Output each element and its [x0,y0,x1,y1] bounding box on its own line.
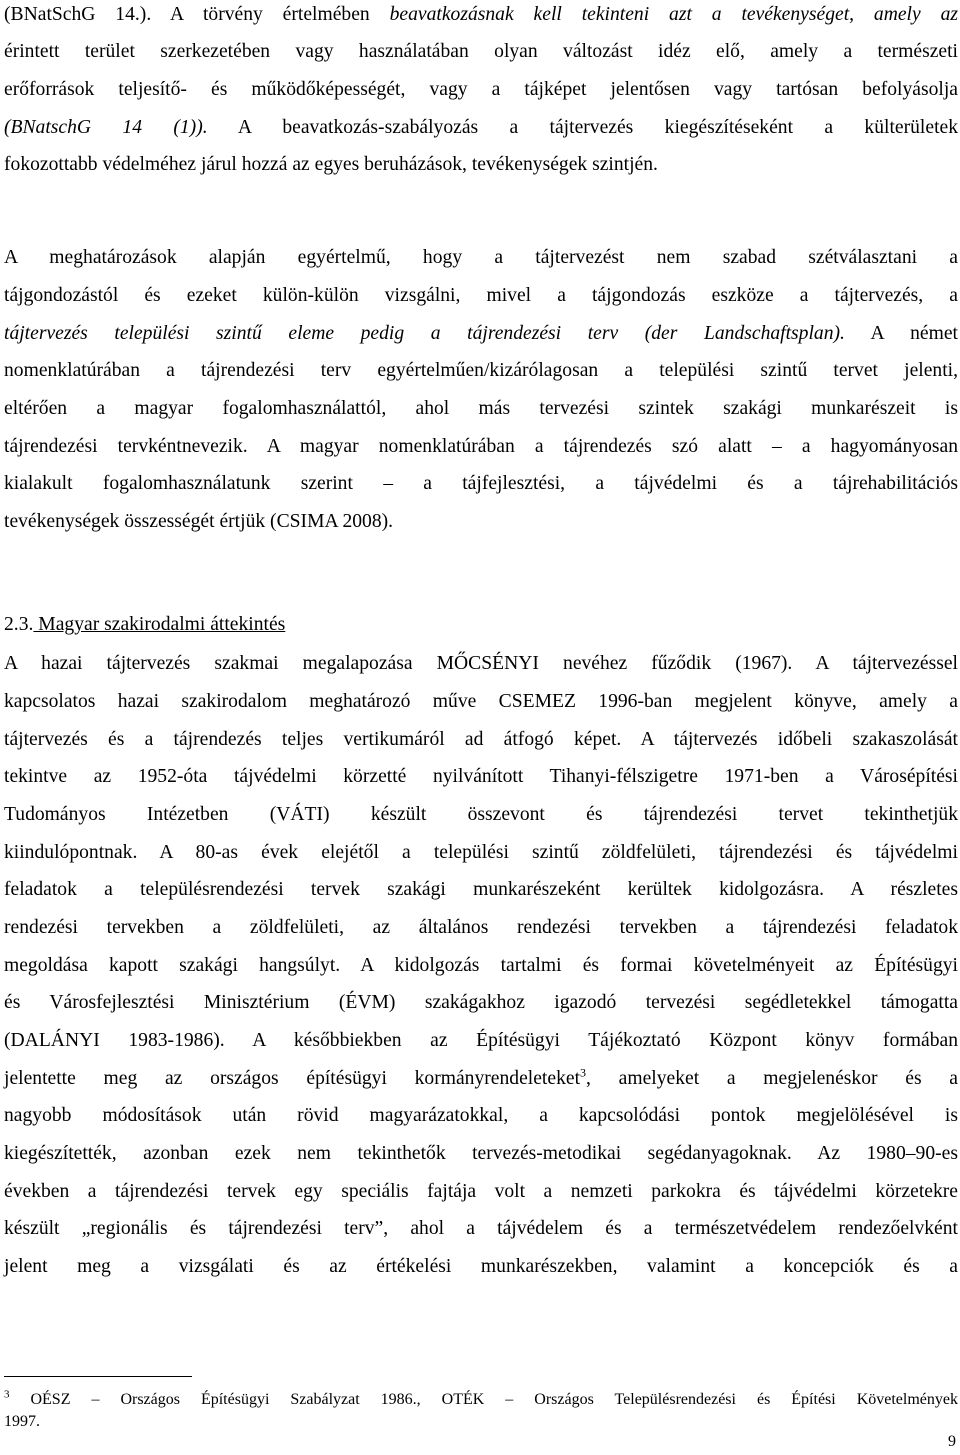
footnote-mark: 3 [4,1388,10,1401]
paragraph-2-line-1: A meghatározások alapján egyértelmű, hogy a tájtervezést nem szabad szétválasztani a [4,247,958,268]
text-run: jelentette meg az országos építésügyi kormányrendeleteket [4,1068,581,1089]
paragraph-3-line-1: A hazai tájtervezés szakmai megalapozása MŐCSÉNYI nevéhez fűződik (1967). A tájtervezéssel [4,653,958,674]
paragraph-3-line-8: rendezési tervekben a zöldfelületi, az általános rendezési tervekben a tájrendezési feladatok [4,917,958,938]
paragraph-3-line-5: Tudományos Intézetben (VÁTI) készült összevont és tájrendezési tervet tekinthetjük [4,804,958,825]
text-run: A német [844,323,958,344]
text-run: , amelyeket a megjelenéskor és a [586,1068,958,1089]
paragraph-3-line-14: kiegészítették, azonban ezek nem tekinthetők tervezés-metodikai segédanyagoknak. Az 1980–90-es [4,1143,958,1164]
text-run: (BNatSchG 14.). A törvény értelmében [4,4,390,25]
paragraph-2-line-2: tájgondozástól és ezeket külön-külön vizsgálni, mivel a tájgondozás eszköze a tájtervezés, a [4,285,958,306]
paragraph-3-line-16: készült „regionális és tájrendezési terv”, ahol a tájvédelem és a természetvédelem rendezőelvként [4,1218,958,1239]
footnote-divider [4,1376,192,1377]
paragraph-3-line-4: tekintve az 1952-óta tájvédelmi körzetté nyilvánított Tihanyi-félszigetre 1971-ben a Városépítési [4,766,958,787]
footnote-text: OÉSZ – Országos Építésügyi Szabályzat 1986., OTÉK – Országos Településrendezési és Építési Követelmények [9,1391,958,1408]
page-number: 9 [948,1433,956,1450]
paragraph-1-line-1 [4,0,958,30]
paragraph-2-line-3 [4,319,958,349]
paragraph-3-line-17: jelent meg a vizsgálati és az értékelési munkarészekben, valamint a koncepciók és a [4,1256,958,1277]
paragraph-3-line-11: (DALÁNYI 1983-1986). A későbbiekben az Építésügyi Tájékoztató Központ könyv formában [4,1030,958,1051]
italic-text: tájtervezés települési szintű eleme pedig a tájrendezési terv (der Landschaftsplan). [4,323,845,344]
paragraph-3-line-12 [4,1064,958,1094]
paragraph-2-line-5: eltérően a magyar fogalomhasználattól, ahol más tervezési szintek szakági munkarészeit is [4,398,958,419]
paragraph-1-line-2: érintett terület szerkezetében vagy használatában olyan változást idéz elő, amely a természeti [4,41,958,62]
paragraph-3-line-7: feladatok a településrendezési tervek szakági munkarészeként kerültek kidolgozásra. A részletes [4,879,958,900]
paragraph-3-line-3: tájtervezés és a tájrendezés teljes vertikumáról ad átfogó képet. A tájtervezés időbeli szakaszolását [4,729,958,750]
paragraph-3-line-9: megoldása kapott szakági hangsúlyt. A kidolgozás tartalmi és formai követelményeit az Építésügyi [4,955,958,976]
paragraph-2-line-8: tevékenységek összességét értjük (CSIMA 2008). [4,511,394,532]
citation-text: (BNatschG 14 (1)). [4,117,208,138]
paragraph-3-line-13: nagyobb módosítások után rövid magyarázatokkal, a kapcsolódási pontok megjelölésével is [4,1105,958,1126]
paragraph-3-line-2: kapcsolatos hazai szakirodalom meghatározó műve CSEMEZ 1996-ban megjelent könyve, amely a [4,691,958,712]
paragraph-1-line-3: erőforrások teljesítő- és működőképességét, vagy a tájképet jelentősen vagy tartósan befolyásolja [4,79,958,100]
footnote-line-1 [4,1390,958,1410]
paragraph-3-line-15: években a tájrendezési tervek egy speciális fajtája volt a nemzeti parkokra és tájvédelmi körzetekre [4,1181,958,1202]
paragraph-2-line-4: nomenklatúrában a tájrendezési terv egyértelműen/kizárólagosan a települési szintű tervet jelenti, [4,360,958,381]
paragraph-2-line-6: tájrendezési tervkéntnevezik. A magyar nomenklatúrában a tájrendezés szó alatt – a hagyományosan [4,436,958,457]
footnote-reference[interactable]: 3 [580,1065,587,1080]
paragraph-3-line-6: kiindulópontnak. A 80-as évek elejétől a települési szintű zöldfelületi, tájrendezési és tájvédelmi [4,842,958,863]
definition-text: beavatkozásnak kell tekinteni azt a tevékenységet, amely az [389,4,958,25]
footnote-line-2: 1997. [4,1413,40,1430]
section-heading [4,610,958,640]
paragraph-1-line-5: fokozottabb védelméhez járul hozzá az egyes beruházások, tevékenységek szintjén. [4,154,658,175]
section-number: 2.3. [4,614,34,635]
section-title: Magyar szakirodalmi áttekintés [33,614,286,635]
paragraph-3-line-10: és Városfejlesztési Minisztérium (ÉVM) szakágakhoz igazodó tervezési segédletekkel támogatta [4,992,958,1013]
text-run: A beavatkozás-szabályozás a tájtervezés kiegészítéseként a külterületek [207,117,959,138]
paragraph-1-line-4 [4,113,958,143]
paragraph-2-line-7: kialakult fogalomhasználatunk szerint – a tájfejlesztési, a tájvédelmi és a tájrehabilitációs [4,473,958,494]
